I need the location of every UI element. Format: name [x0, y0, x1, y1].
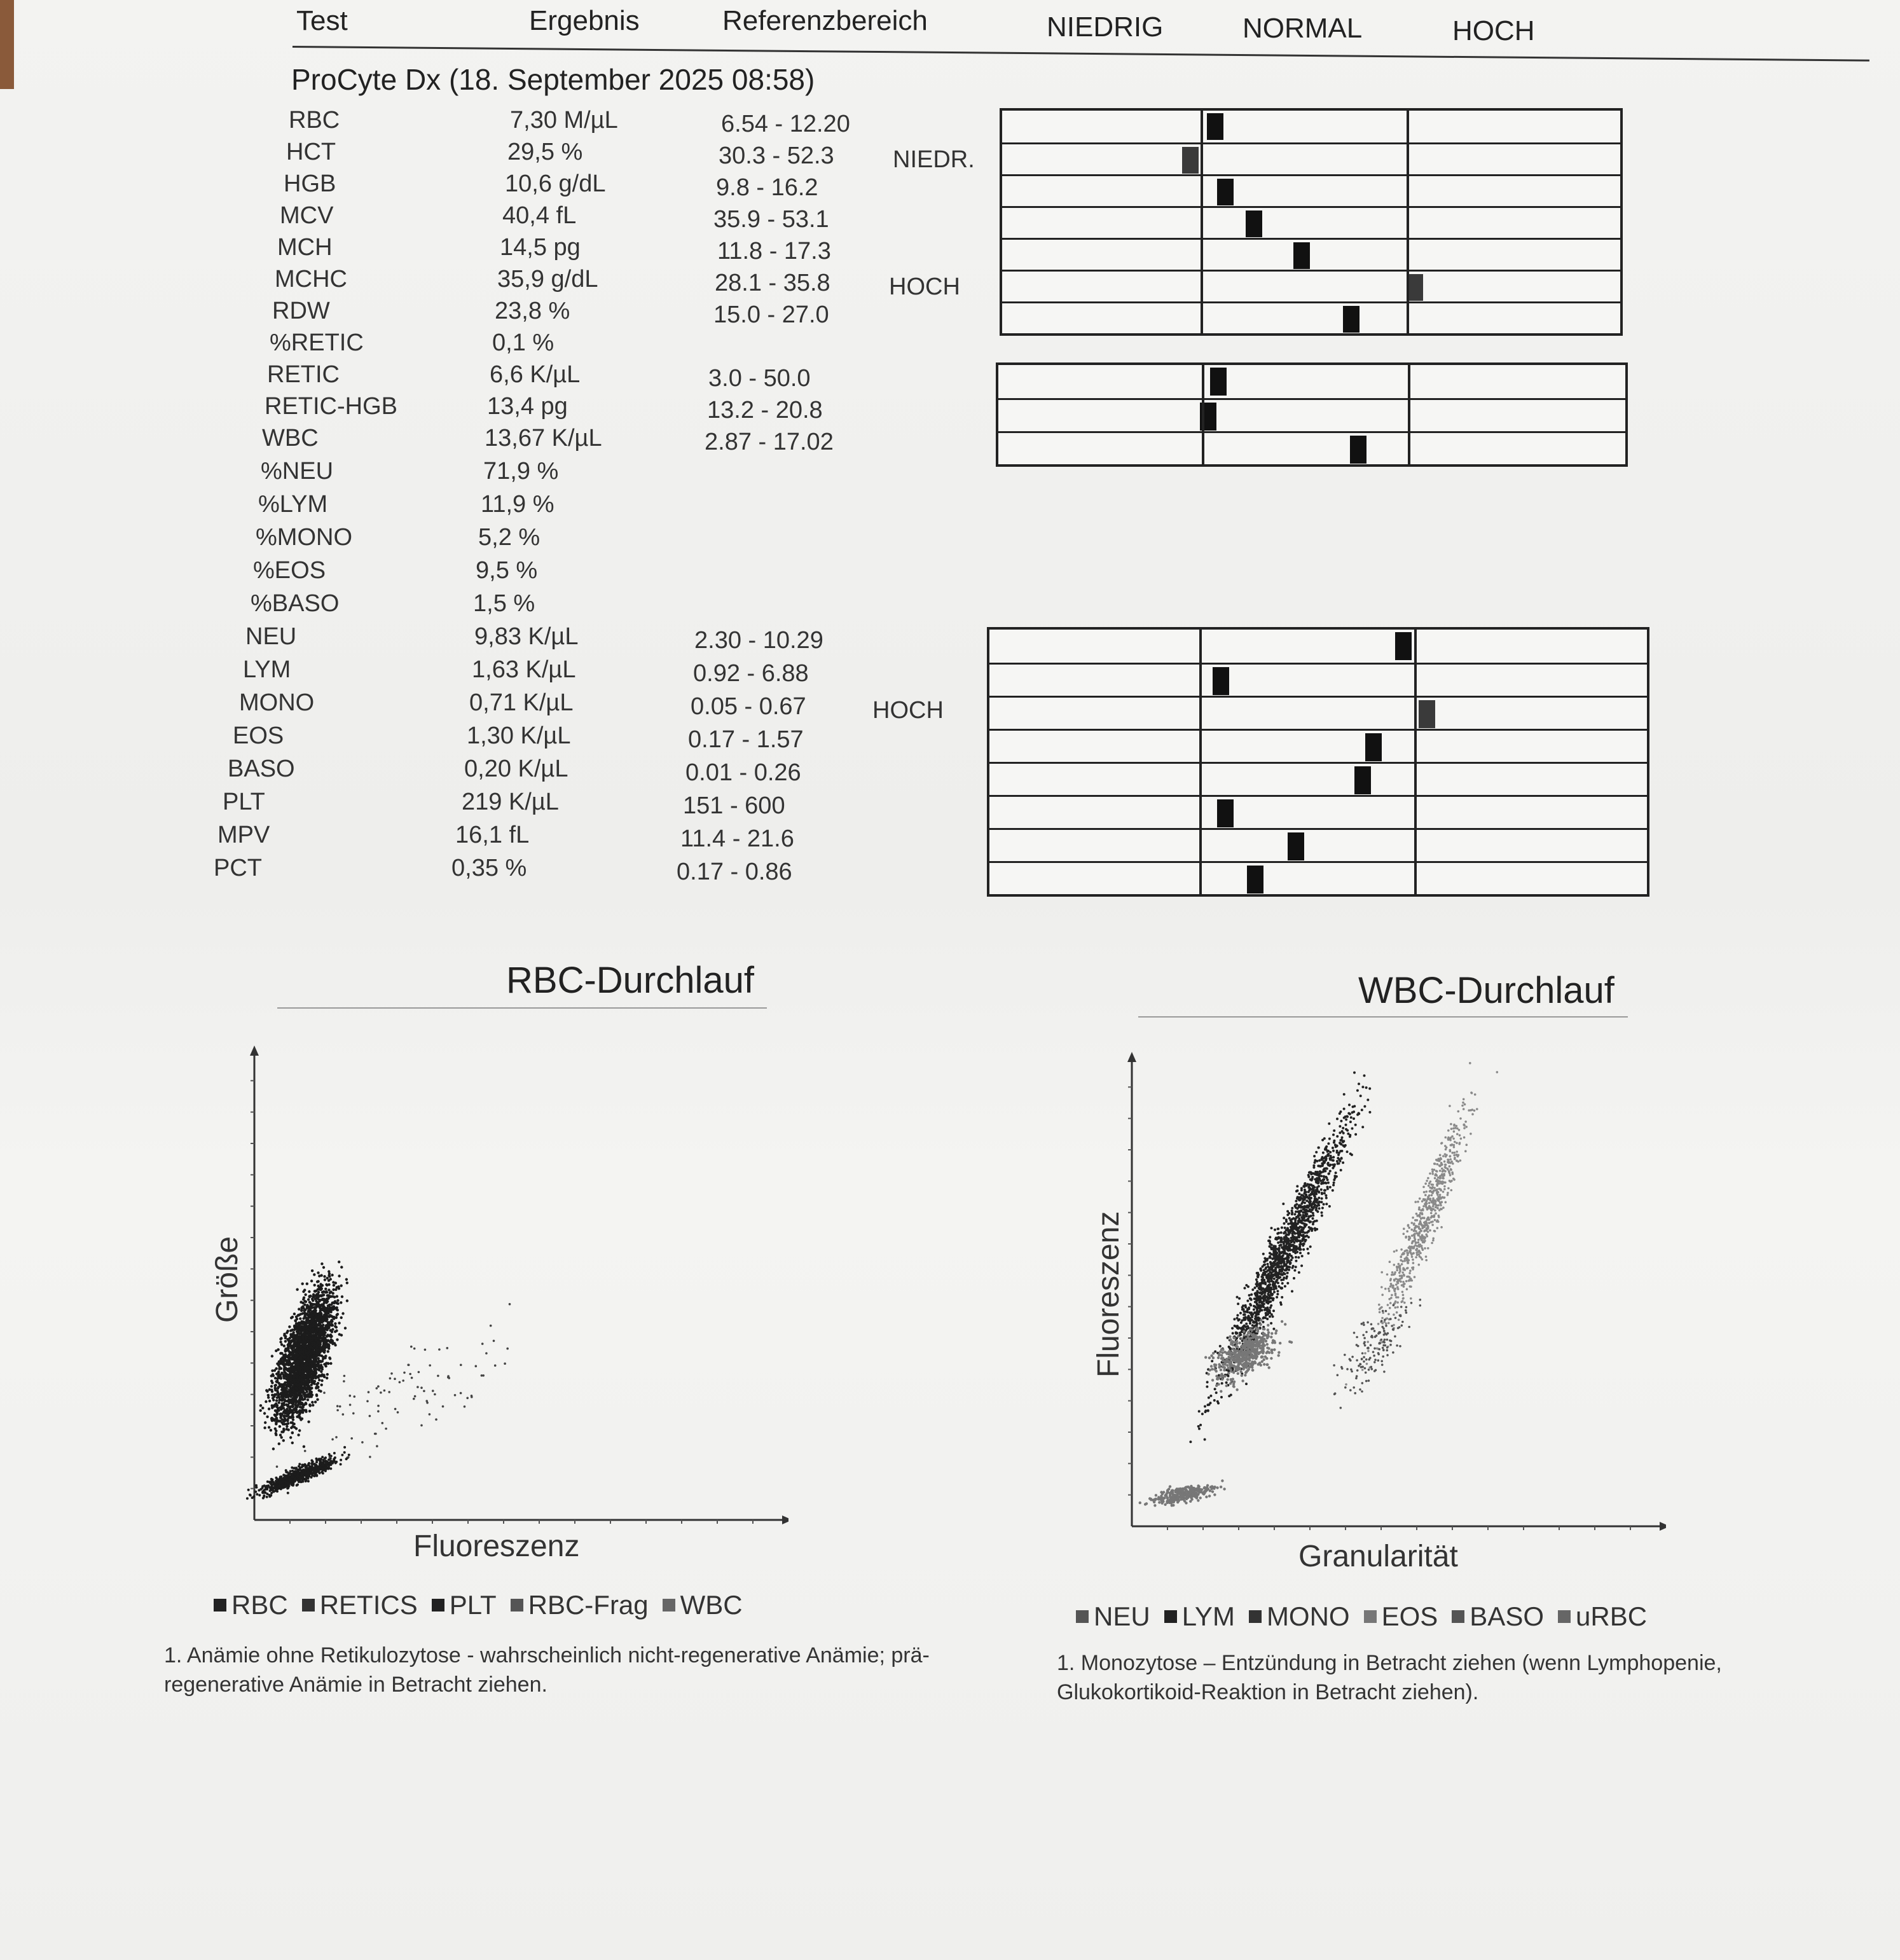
result-hgb: 10,6 g/dL: [505, 170, 606, 197]
rbc-y-axis-label: Größe: [210, 1236, 244, 1323]
reference-range-mch: 11.8 - 17.3: [717, 238, 831, 265]
test-name-hct: HCT: [286, 139, 336, 165]
legend-label: RETICS: [319, 1590, 418, 1620]
lym-cluster: [1204, 1319, 1293, 1393]
range-bar-retic-hgb: [998, 398, 1625, 433]
test-name-mchc: MCHC: [275, 266, 347, 293]
result-neu: 9,83 K/µL: [474, 623, 579, 650]
test-name-neu: NEU: [245, 623, 297, 650]
range-marker-eos: [1365, 733, 1382, 761]
test-name-retic-hgb: RETIC-HGB: [265, 393, 397, 420]
result-eos: 1,30 K/µL: [467, 722, 571, 749]
range-marker-wbc: [1350, 436, 1366, 464]
legend-item-wbc: [663, 1590, 743, 1620]
test-name-mcv: MCV: [280, 202, 334, 229]
rbc-note: 1. Anämie ohne Retikulozytose - wahrscheinlich nicht-regenerative Anämie; prä-regenerative Anämie in Betracht ziehen.: [164, 1643, 930, 1697]
urbc-cluster: [1139, 1479, 1226, 1507]
reference-range-lym: 0.92 - 6.88: [693, 660, 809, 687]
range-marker-hct: [1182, 147, 1199, 174]
legend-swatch: [302, 1599, 315, 1611]
range-bar-plt: [989, 795, 1647, 830]
range-bar-group-3: [987, 627, 1649, 897]
legend-swatch: [1249, 1610, 1262, 1623]
wbc-x-arrow: [1660, 1522, 1666, 1531]
test-name-rbc: RBC: [289, 107, 340, 134]
legend-label: uRBC: [1576, 1601, 1648, 1631]
test-name-retic: RETIC: [267, 361, 340, 388]
reference-range-mono: 0.05 - 0.67: [691, 693, 806, 720]
reference-range-eos: 0.17 - 1.57: [688, 726, 804, 753]
reference-range-hct: 30.3 - 52.3: [719, 142, 834, 169]
range-bar-retic: [998, 365, 1625, 398]
range-bar-mchc: [1002, 270, 1620, 303]
reference-range-mcv: 35.9 - 53.1: [713, 206, 829, 233]
test-name-rdw: RDW: [272, 298, 330, 324]
range-bar-mch: [1002, 238, 1620, 272]
result-plt: 219 K/µL: [462, 789, 559, 815]
reference-range-baso: 0.01 - 0.26: [685, 759, 801, 786]
legend-label: RBC-Frag: [528, 1590, 649, 1620]
wbc-scatter-plot: [1094, 1043, 1666, 1552]
range-marker-retic: [1210, 368, 1227, 396]
divider-low-normal: [1199, 630, 1202, 894]
divider-normal-high: [1407, 111, 1409, 333]
reference-range-wbc: 2.87 - 17.02: [705, 429, 834, 455]
header-normal: NORMAL: [1243, 13, 1363, 44]
reference-range-hgb: 9.8 - 16.2: [716, 174, 818, 201]
legend-swatch: [214, 1599, 226, 1611]
test-name-pct-lym: %LYM: [258, 491, 328, 518]
range-bar-neu: [989, 630, 1647, 663]
range-bar-group-1: [1000, 108, 1623, 336]
test-name-mono: MONO: [239, 689, 315, 716]
reference-range-retic: 3.0 - 50.0: [708, 365, 811, 392]
wbc-x-axis-label: Granularität: [1298, 1540, 1458, 1573]
reference-range-mpv: 11.4 - 21.6: [680, 825, 794, 852]
legend-label: EOS: [1381, 1601, 1438, 1631]
range-marker-baso: [1354, 766, 1371, 794]
legend-swatch: [1364, 1610, 1377, 1623]
reference-range-rdw: 15.0 - 27.0: [713, 301, 829, 328]
legend-item-rbc: [214, 1590, 288, 1620]
range-marker-rdw: [1343, 306, 1360, 333]
legend-swatch: [1558, 1610, 1571, 1623]
wbc-y-axis-label: Fluoreszenz: [1092, 1211, 1126, 1377]
test-name-plt: PLT: [223, 789, 265, 815]
legend-label: WBC: [680, 1590, 743, 1620]
range-marker-mch: [1293, 242, 1310, 269]
range-marker-pct: [1247, 866, 1263, 894]
result-rdw: 23,8 %: [495, 298, 570, 324]
result-mchc: 35,9 g/dL: [497, 266, 598, 293]
range-marker-rbc: [1207, 113, 1223, 140]
reference-range-rbc: 6.54 - 12.20: [721, 111, 850, 137]
test-name-pct-retic: %RETIC: [270, 329, 364, 356]
range-marker-mcv: [1246, 210, 1262, 237]
range-bar-hgb: [1002, 174, 1620, 208]
range-marker-neu: [1395, 632, 1412, 660]
result-rbc: 7,30 M/µL: [510, 107, 618, 134]
reference-range-mchc: 28.1 - 35.8: [715, 270, 830, 296]
table-edge: [0, 0, 14, 89]
rbc-title-rule: [277, 1007, 767, 1009]
rbc-plot-title: RBC-Durchlauf: [506, 960, 754, 1001]
wbc-y-arrow: [1127, 1052, 1136, 1062]
legend-item-retics: [302, 1590, 418, 1620]
result-mono: 0,71 K/µL: [469, 689, 574, 716]
wbc-note: 1. Monozytose – Entzündung in Betracht ziehen (wenn Lymphopenie, Glukokortikoid-Reaktion in Betracht ziehen).: [1057, 1651, 1722, 1704]
test-name-mpv: MPV: [217, 822, 270, 848]
device-line: ProCyte Dx (18. September 2025 08:58): [291, 63, 815, 96]
range-bar-rbc: [1002, 111, 1620, 142]
test-name-wbc: WBC: [262, 425, 319, 452]
result-baso: 0,20 K/µL: [464, 756, 568, 782]
divider-low-normal: [1201, 111, 1203, 333]
rbc-scatter-plot: [216, 1037, 788, 1545]
range-marker-plt: [1217, 799, 1234, 827]
legend-swatch: [1452, 1610, 1464, 1623]
legend-item-urbc: [1558, 1601, 1647, 1632]
legend-item-rbc-frag: [511, 1590, 649, 1620]
range-bar-baso: [989, 762, 1647, 797]
wbc-title-rule: [1138, 1016, 1628, 1018]
divider-low-normal: [1202, 365, 1204, 464]
result-lym: 1,63 K/µL: [472, 656, 576, 683]
reference-range-plt: 151 - 600: [683, 792, 785, 819]
result-pct-lym: 11,9 %: [481, 491, 554, 518]
legend-label: PLT: [449, 1590, 497, 1620]
range-bar-group-2: [996, 362, 1628, 467]
range-bar-wbc: [998, 431, 1625, 466]
test-name-eos: EOS: [233, 722, 284, 749]
result-pct-baso: 1,5 %: [473, 590, 535, 617]
legend-item-neu: [1076, 1601, 1150, 1632]
test-name-pct-baso: %BASO: [251, 590, 340, 617]
legend-item-mono: [1249, 1601, 1350, 1632]
eos-cluster: [1345, 1062, 1498, 1386]
legend-item-lym: [1164, 1601, 1235, 1632]
rbc-cluster: [259, 1260, 349, 1450]
result-pct-neu: 71,9 %: [483, 458, 559, 485]
legend-label: LYM: [1181, 1601, 1235, 1631]
result-retic: 6,6 K/µL: [490, 361, 581, 388]
plt-cluster: [246, 1446, 350, 1500]
divider-normal-high: [1414, 630, 1417, 894]
range-bar-mono: [989, 696, 1647, 731]
range-marker-mono: [1419, 700, 1435, 728]
wbc-legend: [1076, 1601, 1647, 1632]
mono-scatter: [1333, 1299, 1421, 1409]
result-hct: 29,5 %: [507, 139, 583, 165]
legend-swatch: [663, 1599, 675, 1611]
range-bar-mcv: [1002, 206, 1620, 240]
legend-swatch: [1076, 1610, 1089, 1623]
rbc-y-arrow: [250, 1046, 259, 1056]
result-pct: 0,35 %: [451, 855, 527, 881]
range-marker-hgb: [1217, 179, 1234, 205]
result-mpv: 16,1 fL: [455, 822, 530, 848]
result-wbc: 13,67 K/µL: [485, 425, 602, 452]
header-referenzbereich: Referenzbereich: [722, 5, 928, 36]
result-mch: 14,5 pg: [500, 234, 581, 261]
legend-label: RBC: [231, 1590, 288, 1620]
legend-swatch: [1164, 1610, 1177, 1623]
result-pct-retic: 0,1 %: [492, 329, 554, 356]
header-hoch: HOCH: [1452, 15, 1535, 46]
header-test: Test: [296, 5, 348, 36]
rbc-legend: [214, 1590, 743, 1620]
legend-item-eos: [1364, 1601, 1438, 1632]
range-marker-lym: [1213, 667, 1229, 695]
legend-swatch: [432, 1599, 444, 1611]
test-name-pct-neu: %NEU: [261, 458, 334, 485]
wbc-plot-title: WBC-Durchlauf: [1358, 970, 1614, 1011]
reference-range-neu: 2.30 - 10.29: [694, 627, 823, 654]
range-bar-mpv: [989, 828, 1647, 863]
flag-mono: HOCH: [872, 697, 944, 724]
reference-range-pct: 0.17 - 0.86: [677, 859, 792, 885]
test-name-pct-mono: %MONO: [256, 524, 352, 551]
test-name-hgb: HGB: [284, 170, 336, 197]
legend-item-plt: [432, 1590, 497, 1620]
legend-label: NEU: [1094, 1601, 1150, 1631]
range-bar-hct: [1002, 142, 1620, 176]
header-ergebnis: Ergebnis: [529, 5, 640, 36]
flag-hct: NIEDR.: [893, 146, 975, 173]
legend-label: BASO: [1470, 1601, 1545, 1631]
test-name-baso: BASO: [228, 756, 295, 782]
legend-item-baso: [1452, 1601, 1544, 1632]
range-marker-mpv: [1288, 832, 1304, 860]
test-name-pct-eos: %EOS: [253, 557, 326, 584]
range-bar-pct: [989, 861, 1647, 896]
result-mcv: 40,4 fL: [502, 202, 577, 229]
header-niedrig: NIEDRIG: [1047, 11, 1164, 43]
flag-mchc: HOCH: [889, 273, 960, 300]
rbc-x-arrow: [782, 1515, 788, 1524]
result-retic-hgb: 13,4 pg: [487, 393, 568, 420]
range-bar-rdw: [1002, 301, 1620, 335]
result-pct-mono: 5,2 %: [478, 524, 540, 551]
range-bar-lym: [989, 663, 1647, 698]
neu-cluster: [1189, 1072, 1371, 1444]
reference-range-retic-hgb: 13.2 - 20.8: [707, 397, 823, 424]
test-name-lym: LYM: [243, 656, 291, 683]
legend-label: MONO: [1266, 1601, 1350, 1631]
test-name-pct: PCT: [214, 855, 262, 881]
divider-normal-high: [1408, 365, 1410, 464]
rbc-x-axis-label: Fluoreszenz: [413, 1529, 580, 1563]
range-bar-eos: [989, 729, 1647, 764]
result-pct-eos: 9,5 %: [476, 557, 538, 584]
test-name-mch: MCH: [277, 234, 333, 261]
legend-swatch: [511, 1599, 523, 1611]
